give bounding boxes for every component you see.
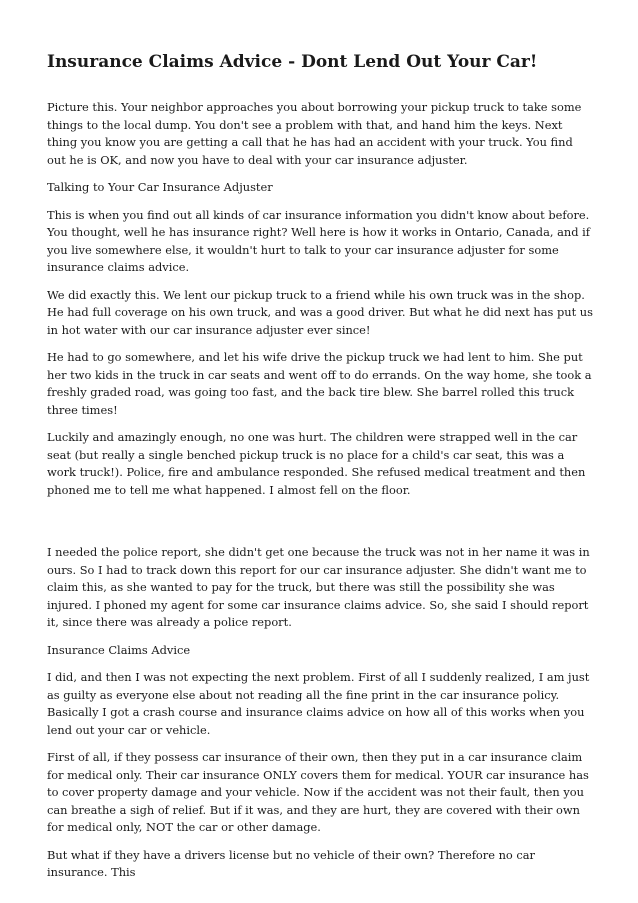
spacer — [47, 419, 595, 429]
document-title: Insurance Claims Advice - Dont Lend Out Your Car! — [47, 52, 538, 72]
spacer — [47, 277, 595, 287]
spacer — [47, 72, 595, 99]
paragraph-wife-drive: He had to go somewhere, and let his wife drive the pickup truck we had lent to him. She put her two kids in the truck in car seats and went off to do errands. On the way home, she took a freshly graded road, was going too fast, and the back tire blew. She barrel rolled this truck three times! — [47, 350, 592, 417]
subheading-claims-advice: Insurance Claims Advice — [47, 642, 191, 657]
paragraph-no-vehicle: But what if they have a drivers license but no vehicle of their own? Therefore no car insurance. This — [47, 847, 536, 879]
paragraph-police-report: I needed the police report, she didn't get one because the truck was not in her name it was in ours. So I had to track down this report for our car insurance adjuster. She didn't want me to claim this, as she wanted to pay for the truck, but there was still the possibility she was injured. I phoned my agent for some car insurance claims advice. So, she said I should report it, since there was already a police report. — [47, 545, 590, 629]
spacer — [47, 197, 595, 207]
paragraph-fine-print: I did, and then I was not expecting the next problem. First of all I suddenly realized, I am just as guilty as everyone else about not reading all the fine print in the car insurance policy. Basically I got a crash course and insurance claims advice on how all of this works when you lend out your car or vehicle. — [47, 670, 590, 737]
paragraph-exactly-this: We did exactly this. We lent our pickup truck to a friend while his own truck was in the shop. He had full coverage on his own truck, and was a good driver. But what he did next has put us in hot water with our car insurance adjuster ever since! — [47, 287, 593, 337]
subheading-adjuster: Talking to Your Car Insurance Adjuster — [47, 180, 273, 194]
spacer — [47, 837, 595, 847]
paragraph-luckily: Luckily and amazingly enough, no one was hurt. The children were strapped well in the car seat (but really a single benched pickup truck is no place for a child's car seat, this was a work truck!). Police, fire and ambulance responded. She refused medical treatment and then phoned me to tell me what happened. I almost fell on the floor. — [47, 430, 586, 497]
paragraph-first-of-all: First of all, if they possess car insurance of their own, then they put in a car insurance claim for medical only. Their car insurance ONLY covers them for medical. YOUR car insurance has to cover property damage and your vehicle. Now if the accident was not their fault, then you can breathe a sigh of relief. But if it was, and they are hurt, they are covered with their own for medical only, NOT the car or other damage. — [47, 750, 589, 834]
spacer — [47, 169, 595, 179]
document-page — [47, 0, 595, 882]
spacer — [47, 499, 595, 544]
spacer — [47, 339, 595, 349]
spacer — [47, 632, 595, 642]
paragraph-intro: Picture this. Your neighbor approaches you about borrowing your pickup truck to take some things to the local dump. You don't see a problem with that, and hand him the keys. Next thing you know you are getting a call that he has had an accident with your truck. You find out he is OK, and now you have to deal with your car insurance adjuster. — [47, 100, 582, 167]
spacer — [47, 739, 595, 749]
paragraph-find-out: This is when you find out all kinds of car insurance information you didn't know about before. You thought, well he has insurance right? Well here is how it works in Ontario, Canada, and if you live somewhere else, it wouldn't hurt to talk to your car insurance adjuster for some insurance claims advice. — [47, 207, 591, 274]
spacer — [47, 659, 595, 669]
